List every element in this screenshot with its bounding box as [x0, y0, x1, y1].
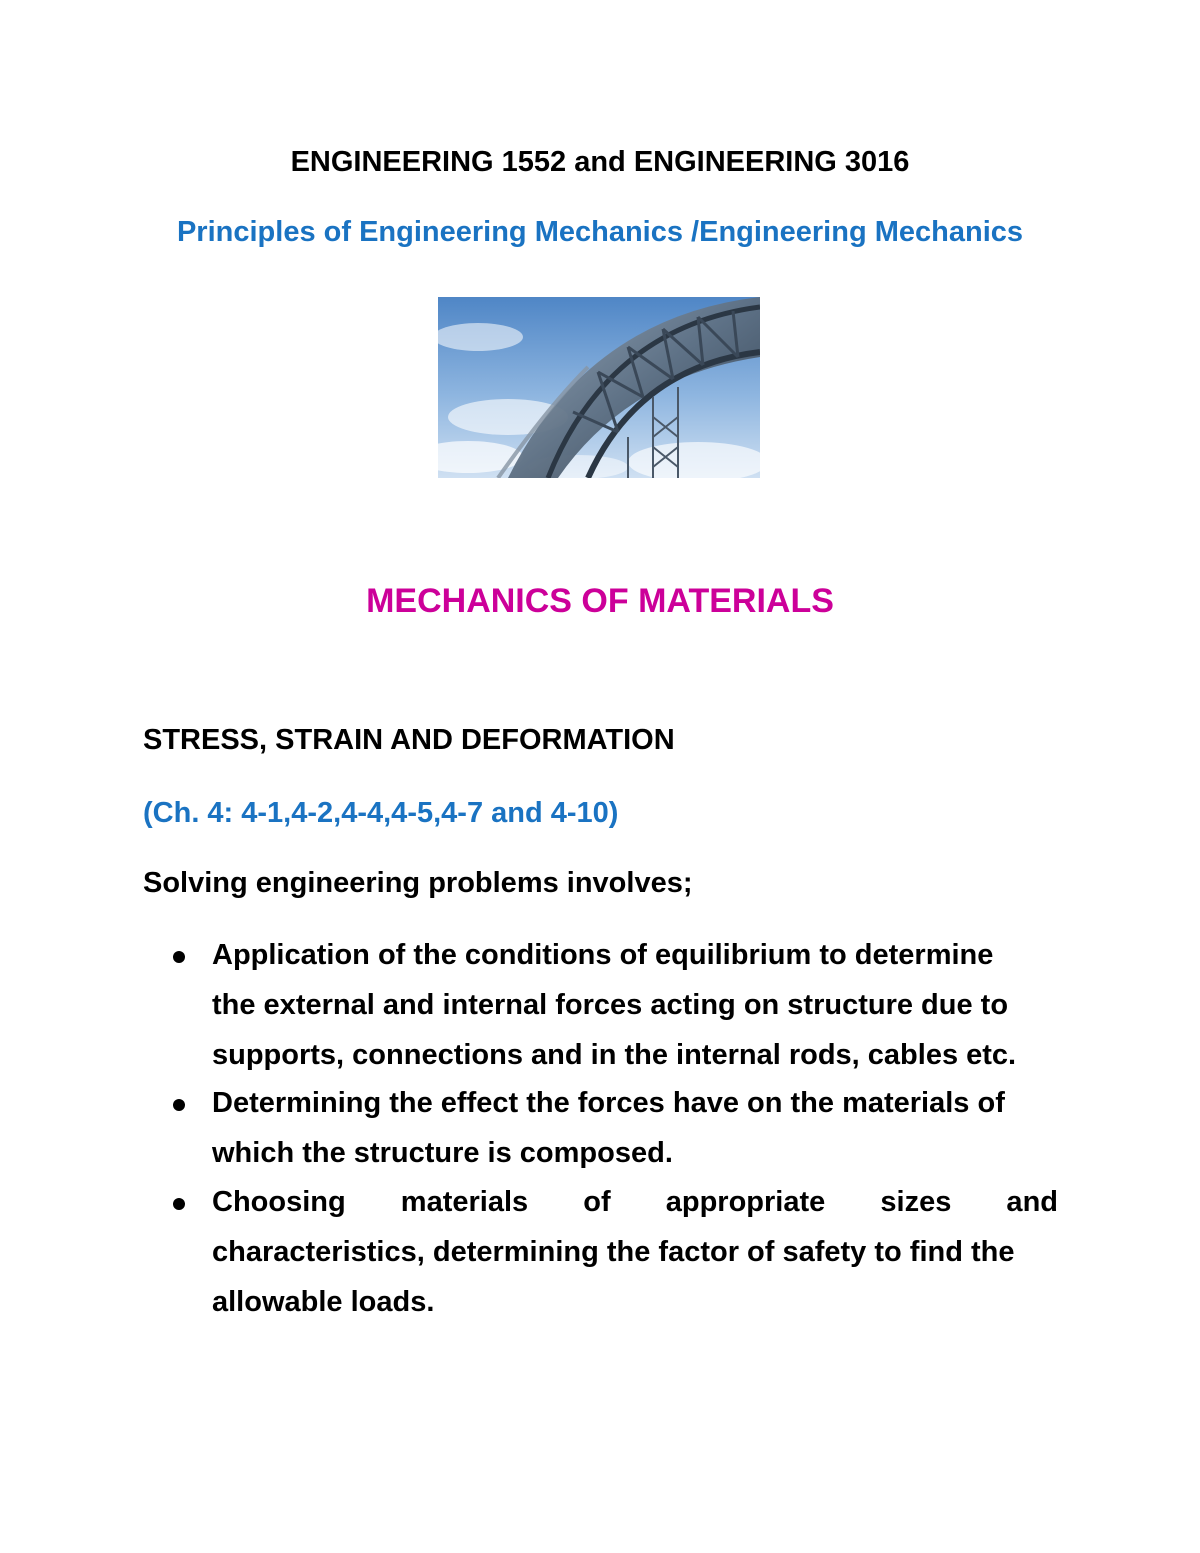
course-title: ENGINEERING 1552 and ENGINEERING 3016: [290, 146, 910, 178]
bullet-text: [212, 1078, 1058, 1178]
course-subtitle: Principles of Engineering Mechanics /Engineering Mechanics: [176, 216, 1024, 248]
bullet-line: the external and internal forces acting on structure due to: [212, 989, 1009, 1021]
bullet-line: which the structure is composed.: [212, 1137, 673, 1169]
bullet-line: Application of the conditions of equilibrium to determine: [212, 939, 994, 971]
bullet-line: characteristics, determining the factor of safety to find the: [212, 1236, 1015, 1268]
bullet-line: supports, connections and in the internal rods, cables etc.: [212, 1039, 1017, 1071]
section-title: MECHANICS OF MATERIALS: [366, 582, 834, 620]
bullet-text: [212, 1177, 1058, 1327]
topic-heading: STRESS, STRAIN AND DEFORMATION: [143, 724, 675, 756]
bullet-dot-icon: [173, 951, 185, 963]
chapter-reference: (Ch. 4: 4-1,4-2,4-4,4-5,4-7 and 4-10): [143, 797, 619, 829]
bullet-text: [212, 930, 1058, 1080]
bullet-dot-icon: [173, 1099, 185, 1111]
bullet-dot-icon: [173, 1198, 185, 1210]
bullet-line: allowable loads.: [212, 1286, 435, 1318]
intro-line: Solving engineering problems involves;: [143, 867, 693, 899]
bridge-photo: [438, 297, 760, 478]
bullet-line: Choosing materials of appropriate sizes and: [212, 1186, 1058, 1218]
bullet-line: Determining the effect the forces have on the materials of: [212, 1087, 1005, 1119]
